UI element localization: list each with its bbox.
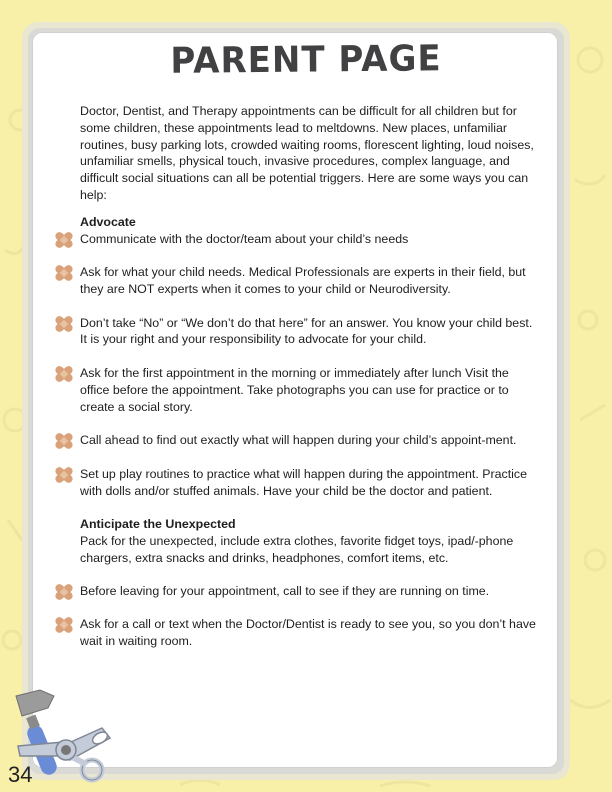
page-content	[80, 103, 540, 667]
list-item-text: Don’t take “No” or “We don’t do that here” for an answer. You know your child best. It is your right and your responsibility to advocate for your child.	[80, 315, 533, 347]
page-number: 34	[8, 762, 33, 787]
list-item-text: Ask for what your child needs. Medical Professionals are experts in their field, but they are NOT experts when it comes to your child or Neurodiversity.	[80, 265, 526, 296]
list-item	[80, 365, 540, 415]
list-item-text: Set up play routines to practice what will happen during the appointment. Practice with dolls and/or stuffed animals. Have your child be the doctor and patient.	[80, 466, 528, 498]
section-heading: Anticipate the Unexpected	[80, 517, 236, 532]
section-heading: Advocate	[80, 214, 136, 229]
list-item	[80, 583, 540, 600]
list-item	[80, 466, 540, 500]
bandage-icon	[54, 432, 74, 450]
bandage-icon	[54, 231, 74, 249]
list-item-text: Ask for the first appointment in the morning or immediately after lunch Visit the office before the appointment. Take photographs you can use for practice or to create a social story.	[80, 365, 509, 414]
list-item	[80, 264, 540, 298]
section-advocate	[80, 214, 540, 500]
list-item	[80, 432, 540, 449]
list-item-text: Communicate with the doctor/team about your child’s needs	[80, 231, 409, 246]
list-item	[80, 616, 540, 650]
list-item-text: Before leaving for your appointment, call to see if they are running on time.	[80, 583, 490, 598]
bandage-icon	[54, 264, 74, 282]
bandage-icon	[54, 365, 74, 383]
bandage-icon	[54, 466, 74, 484]
section-text: Pack for the unexpected, include extra clothes, favorite fidget toys, ipad/-phone chargers, extra snacks and drinks, headphones, comfort items, etc.	[80, 533, 514, 565]
list-item	[80, 231, 540, 248]
list-item-text: Call ahead to find out exactly what will happen during your child’s appoint-ment.	[80, 433, 517, 448]
section-anticipate	[80, 516, 540, 650]
bandage-icon	[54, 583, 74, 601]
intro-paragraph: Doctor, Dentist, and Therapy appointments can be difficult for all children but for some children, these appointments lead to meltdowns. New places, unfamiliar routines, busy parking lots, crowded waiting rooms, florescent lighting, loud noises, unfamiliar smells, physical touch, invasive procedures, complex language, and difficult social situations can all be potential triggers. Here are some ways you can help:	[80, 104, 534, 202]
page-title: PARENT PAGE	[170, 37, 442, 83]
list-item	[80, 315, 540, 349]
bandage-icon	[54, 315, 74, 333]
bandage-icon	[54, 616, 74, 634]
list-item-text: Ask for a call or text when the Doctor/Dentist is ready to see you, so you don’t have wait in waiting room.	[80, 617, 536, 648]
